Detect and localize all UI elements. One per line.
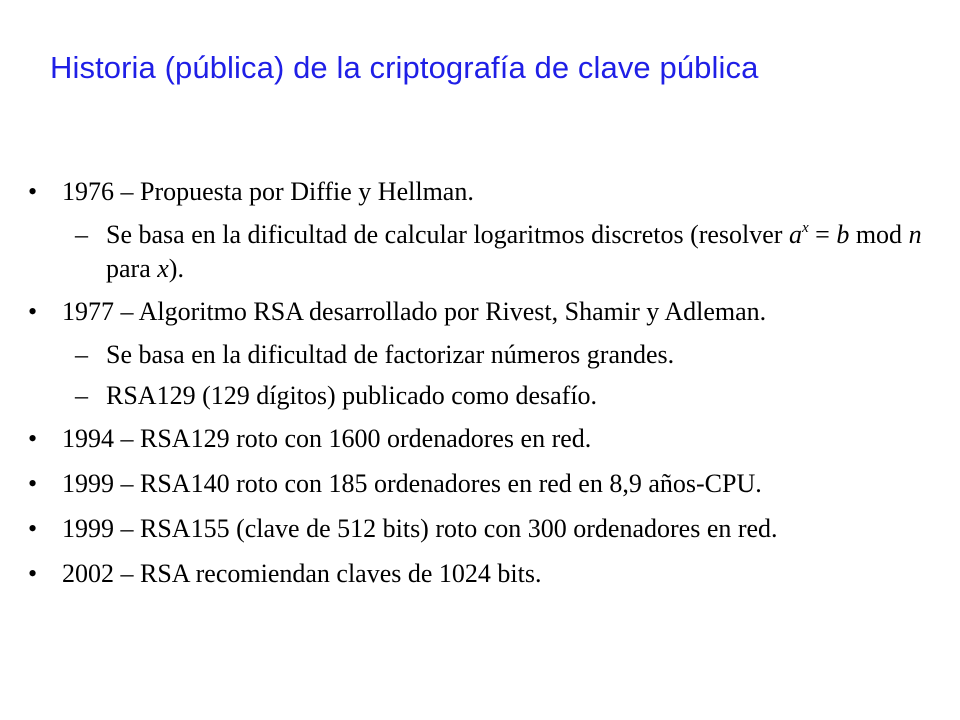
- bullet-text: 1999 – RSA155 (clave de 512 bits) roto con 300 ordenadores en red.: [62, 514, 778, 543]
- bullet-text: 1977 – Algoritmo RSA desarrollado por Rivest, Shamir y Adleman.: [62, 297, 767, 326]
- bullet-icon: •: [28, 424, 38, 453]
- text-run: ).: [168, 254, 184, 283]
- exponent-x: [802, 220, 809, 236]
- sub-bullet-text: Se basa en la dificultad de factorizar números grandes.: [106, 340, 675, 369]
- var-x: x: [157, 254, 169, 283]
- var-b: b: [836, 220, 850, 249]
- slide-title: Historia (pública) de la criptografía de clave pública: [50, 50, 759, 85]
- text-run: mod: [849, 220, 909, 249]
- bullet-icon: •: [28, 297, 38, 326]
- dash-icon: –: [75, 381, 88, 410]
- sub-bullet-item: [28, 338, 948, 372]
- bullet-text: 1994 – RSA129 roto con 1600 ordenadores en red.: [62, 424, 592, 453]
- bullet-icon: •: [28, 177, 38, 206]
- bullet-text: 2002 – RSA recomiendan claves de 1024 bits.: [62, 559, 542, 588]
- var-a: a: [788, 220, 802, 249]
- sub-bullet-text: [106, 220, 922, 283]
- text-run: Se basa en la dificultad de calcular logaritmos discretos (resolver: [106, 220, 789, 249]
- var-exp-x: x: [801, 220, 809, 236]
- sub-bullet-item: [28, 379, 948, 413]
- dash-icon: –: [75, 220, 88, 249]
- bullet-item: [28, 175, 948, 209]
- bullet-icon: •: [28, 514, 38, 543]
- bullet-icon: •: [28, 469, 38, 498]
- text-run: para: [106, 254, 158, 283]
- bullet-item: [28, 512, 948, 546]
- bullet-item: [28, 295, 948, 329]
- slide-body: [28, 175, 948, 602]
- bullet-item: [28, 557, 948, 591]
- bullet-item: [28, 467, 948, 501]
- text-run: =: [808, 220, 837, 249]
- dash-icon: –: [75, 340, 88, 369]
- bullet-text: 1976 – Propuesta por Diffie y Hellman.: [62, 177, 474, 206]
- bullet-item: [28, 422, 948, 456]
- bullet-text: 1999 – RSA140 roto con 185 ordenadores en red en 8,9 años-CPU.: [62, 469, 762, 498]
- sub-bullet-text: RSA129 (129 dígitos) publicado como desafío.: [106, 381, 598, 410]
- sub-bullet-item: [28, 218, 926, 286]
- var-n: n: [908, 220, 922, 249]
- bullet-icon: •: [28, 559, 38, 588]
